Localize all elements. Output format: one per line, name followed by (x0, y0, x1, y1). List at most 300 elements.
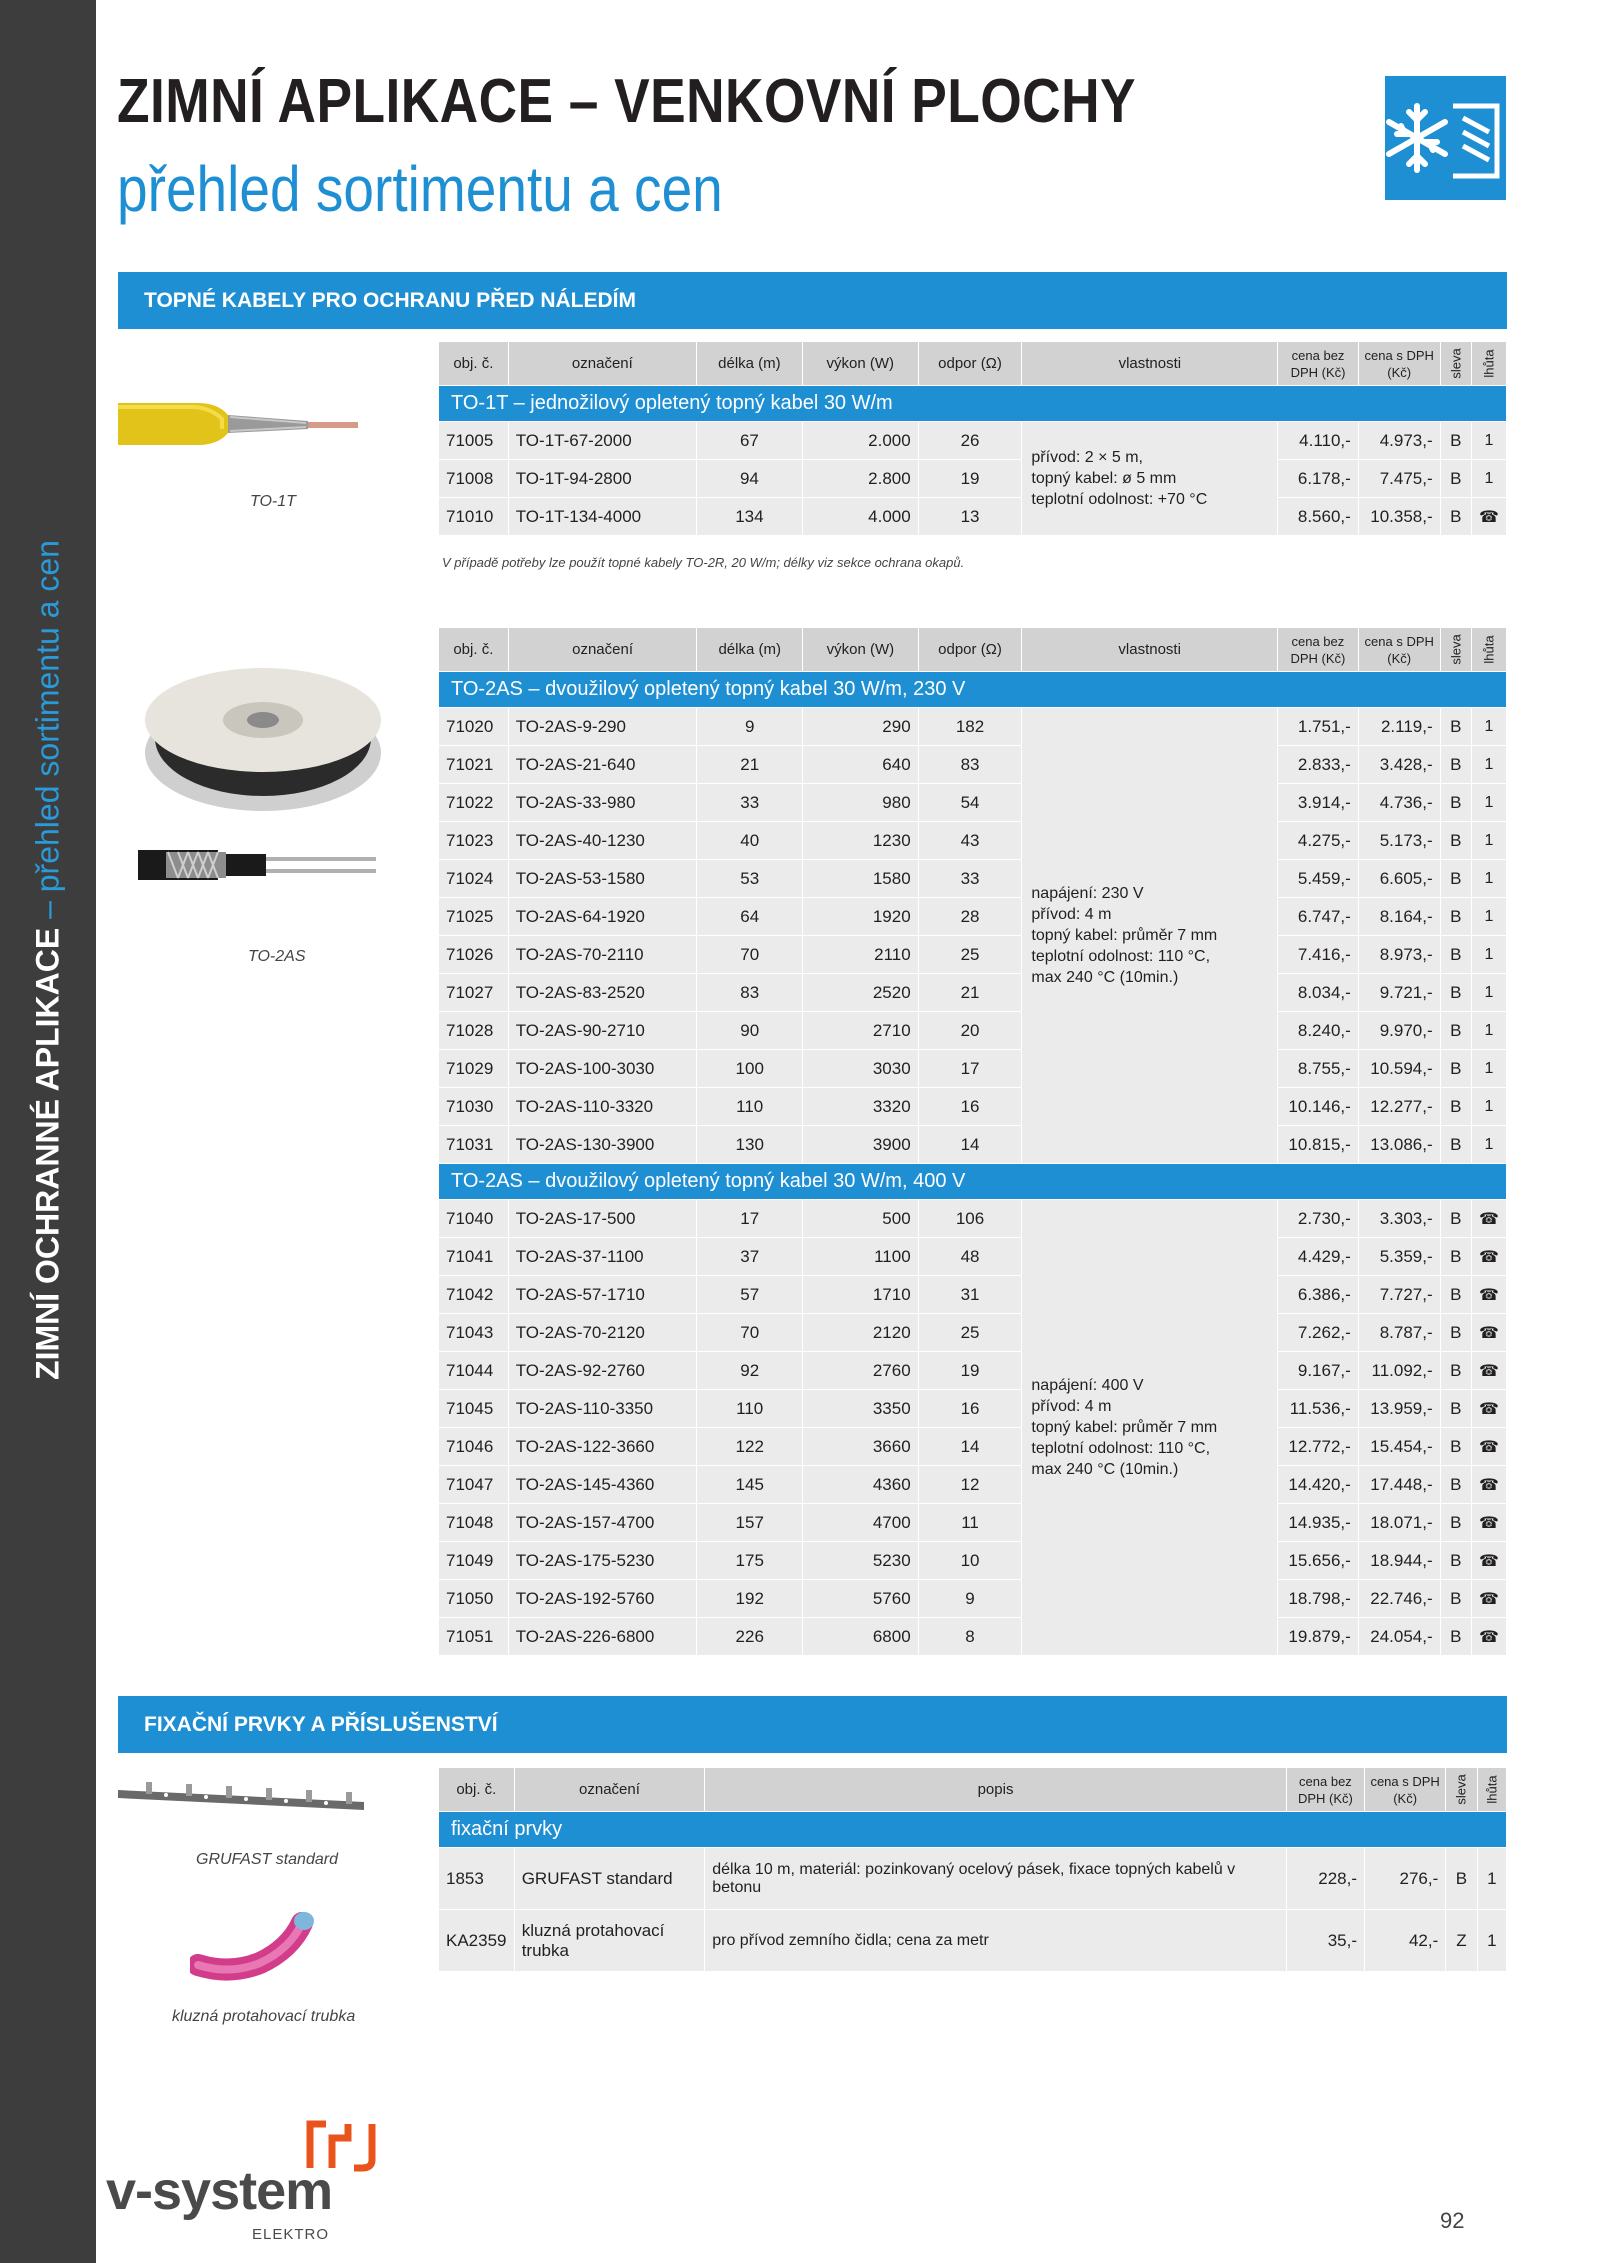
length-value: 134 (697, 498, 803, 536)
resistance-value: 106 (918, 1200, 1022, 1238)
col-header: sleva (1440, 342, 1471, 386)
price-without-vat: 8.755,- (1277, 1050, 1358, 1088)
page-number: 92 (1440, 2208, 1465, 2233)
price-with-vat: 4.973,- (1358, 422, 1440, 460)
length-value: 110 (697, 1088, 803, 1126)
delivery-term: 1 (1472, 1050, 1507, 1088)
item-number: 71030 (439, 1088, 509, 1126)
item-number: 71051 (439, 1618, 509, 1656)
length-value: 92 (697, 1352, 803, 1390)
power-value: 1230 (803, 822, 919, 860)
item-number: 71044 (439, 1352, 509, 1390)
discount-code: B (1440, 422, 1471, 460)
table-row (439, 784, 1507, 822)
item-number: 71020 (439, 708, 509, 746)
resistance-value: 43 (918, 822, 1022, 860)
length-value: 9 (697, 708, 803, 746)
item-number: 71050 (439, 1580, 509, 1618)
resistance-value: 14 (918, 1126, 1022, 1164)
length-value: 130 (697, 1126, 803, 1164)
power-value: 2.800 (802, 460, 918, 498)
resistance-value: 83 (918, 746, 1022, 784)
table-row (439, 1352, 1507, 1390)
power-value: 3900 (803, 1126, 919, 1164)
discount-code: B (1440, 1352, 1471, 1390)
properties-cell (1022, 708, 1278, 1164)
col-header: výkon (W) (802, 342, 918, 386)
price-with-vat: 42,- (1365, 1910, 1446, 1972)
item-code: TO-2AS-157-4700 (508, 1504, 697, 1542)
resistance-value: 48 (918, 1238, 1022, 1276)
item-number: 71031 (439, 1126, 509, 1164)
discount-code: B (1440, 1580, 1471, 1618)
discount-code: B (1440, 1466, 1471, 1504)
item-code: TO-2AS-57-1710 (508, 1276, 697, 1314)
table-row (439, 746, 1507, 784)
item-code: TO-2AS-92-2760 (508, 1352, 697, 1390)
item-number: 71040 (439, 1200, 509, 1238)
table-row (439, 1314, 1507, 1352)
discount-code: B (1440, 1542, 1471, 1580)
group-title: TO-1T – jednožilový opletený topný kabel 30 W/m (439, 386, 1507, 422)
discount-code: B (1440, 822, 1471, 860)
power-value: 2.000 (802, 422, 918, 460)
col-header: obj. č. (439, 1768, 515, 1812)
table-row (439, 974, 1507, 1012)
discount-code: B (1440, 1238, 1471, 1276)
item-code: TO-2AS-145-4360 (508, 1466, 697, 1504)
discount-code: B (1440, 1618, 1471, 1656)
item-code: TO-2AS-83-2520 (508, 974, 697, 1012)
item-code: TO-2AS-130-3900 (508, 1126, 697, 1164)
resistance-value: 11 (918, 1504, 1022, 1542)
property-line: přívod: 4 m (1031, 1398, 1112, 1415)
caption-sliding-tube: kluzná protahovací trubka (172, 2008, 356, 2025)
delivery-term: ☎ (1472, 498, 1507, 536)
resistance-value: 19 (918, 460, 1022, 498)
group-title: fixační prvky (439, 1812, 1507, 1848)
item-code: TO-1T-67-2000 (508, 422, 696, 460)
col-header: cena s DPH (Kč) (1358, 628, 1440, 672)
resistance-value: 16 (918, 1088, 1022, 1126)
col-header: označení (514, 1768, 705, 1812)
delivery-term: 1 (1472, 1012, 1507, 1050)
delivery-term: ☎ (1472, 1200, 1507, 1238)
brand-logo: v-system (106, 2161, 333, 2221)
to-1t-cable-image (118, 385, 368, 455)
length-value: 94 (697, 460, 803, 498)
page-subtitle: přehled sortimentu a cen (117, 153, 723, 225)
discount-code: B (1440, 784, 1471, 822)
discount-code: B (1440, 1276, 1471, 1314)
col-header: označení (508, 342, 696, 386)
price-without-vat: 14.935,- (1277, 1504, 1358, 1542)
price-without-vat: 5.459,- (1277, 860, 1358, 898)
item-code: TO-2AS-9-290 (508, 708, 697, 746)
table-row (439, 860, 1507, 898)
col-header: cena s DPH (Kč) (1365, 1768, 1446, 1812)
property-line: max 240 °C (10min.) (1031, 969, 1179, 986)
power-value: 2520 (803, 974, 919, 1012)
delivery-term: ☎ (1472, 1618, 1507, 1656)
to-2as-cable-image (138, 840, 388, 890)
caption-grufast: GRUFAST standard (196, 1851, 338, 1868)
table-row (439, 422, 1507, 460)
length-value: 100 (697, 1050, 803, 1088)
item-number: 71048 (439, 1504, 509, 1542)
delivery-term: 1 (1472, 708, 1507, 746)
price-with-vat: 13.959,- (1358, 1390, 1440, 1428)
item-code: TO-2AS-90-2710 (508, 1012, 697, 1050)
col-header: lhůta (1472, 628, 1507, 672)
table-row (439, 1126, 1507, 1164)
property-line: přívod: 4 m (1031, 906, 1112, 923)
resistance-value: 20 (918, 1012, 1022, 1050)
table-row (439, 1200, 1507, 1238)
power-value: 980 (803, 784, 919, 822)
delivery-term: ☎ (1472, 1314, 1507, 1352)
price-with-vat: 17.448,- (1358, 1466, 1440, 1504)
price-with-vat: 4.736,- (1358, 784, 1440, 822)
delivery-term: ☎ (1472, 1428, 1507, 1466)
table-row (439, 1542, 1507, 1580)
power-value: 5760 (803, 1580, 919, 1618)
col-header: odpor (Ω) (918, 628, 1022, 672)
group-title: TO-2AS – dvoužilový opletený topný kabel 30 W/m, 400 V (439, 1164, 1507, 1200)
length-value: 70 (697, 1314, 803, 1352)
resistance-value: 54 (918, 784, 1022, 822)
price-with-vat: 9.721,- (1358, 974, 1440, 1012)
item-code: TO-2AS-64-1920 (508, 898, 697, 936)
item-number: 71024 (439, 860, 509, 898)
power-value: 3320 (803, 1088, 919, 1126)
table-row (439, 1466, 1507, 1504)
discount-code: B (1440, 1314, 1471, 1352)
to-2as-spool-image (138, 658, 388, 818)
item-code: TO-1T-134-4000 (508, 498, 696, 536)
item-code: TO-2AS-175-5230 (508, 1542, 697, 1580)
price-with-vat: 8.973,- (1358, 936, 1440, 974)
item-code: TO-2AS-37-1100 (508, 1238, 697, 1276)
grufast-image (116, 1772, 366, 1822)
brand-sub: ELEKTRO (252, 2226, 330, 2243)
delivery-term: 1 (1472, 822, 1507, 860)
item-number: 1853 (439, 1848, 515, 1910)
power-value: 4.000 (802, 498, 918, 536)
col-header: odpor (Ω) (918, 342, 1022, 386)
table-row (439, 708, 1507, 746)
power-value: 5230 (803, 1542, 919, 1580)
item-number: 71029 (439, 1050, 509, 1088)
item-number: 71027 (439, 974, 509, 1012)
price-with-vat: 7.727,- (1358, 1276, 1440, 1314)
price-without-vat: 19.879,- (1277, 1618, 1358, 1656)
price-with-vat: 11.092,- (1358, 1352, 1440, 1390)
table-to-2as (438, 627, 1507, 1656)
delivery-term: ☎ (1472, 1276, 1507, 1314)
length-value: 70 (697, 936, 803, 974)
price-without-vat: 7.262,- (1277, 1314, 1358, 1352)
col-header: lhůta (1472, 342, 1507, 386)
discount-code: B (1440, 460, 1471, 498)
property-line: teplotní odolnost: 110 °C, (1031, 1440, 1211, 1457)
price-without-vat: 2.730,- (1277, 1200, 1358, 1238)
delivery-term: ☎ (1472, 1352, 1507, 1390)
table-to-1t (438, 341, 1507, 536)
price-without-vat: 18.798,- (1277, 1580, 1358, 1618)
length-value: 21 (697, 746, 803, 784)
col-header: obj. č. (439, 342, 509, 386)
length-value: 57 (697, 1276, 803, 1314)
table-row (439, 1238, 1507, 1276)
table-row (439, 822, 1507, 860)
item-number: 71047 (439, 1466, 509, 1504)
discount-code: B (1440, 1428, 1471, 1466)
delivery-term: 1 (1472, 860, 1507, 898)
item-number: 71022 (439, 784, 509, 822)
price-without-vat: 9.167,- (1277, 1352, 1358, 1390)
col-header: cena bez DPH (Kč) (1278, 342, 1359, 386)
discount-code: B (1446, 1848, 1477, 1910)
item-code: TO-2AS-226-6800 (508, 1618, 697, 1656)
length-value: 37 (697, 1238, 803, 1276)
sliding-tube-image (190, 1905, 320, 1985)
col-header: vlastnosti (1022, 342, 1278, 386)
delivery-term: ☎ (1472, 1238, 1507, 1276)
price-without-vat: 10.146,- (1277, 1088, 1358, 1126)
table-row (439, 1428, 1507, 1466)
power-value: 640 (803, 746, 919, 784)
price-without-vat: 12.772,- (1277, 1428, 1358, 1466)
price-with-vat: 5.173,- (1358, 822, 1440, 860)
price-without-vat: 14.420,- (1277, 1466, 1358, 1504)
item-number: 71041 (439, 1238, 509, 1276)
item-number: 71010 (439, 498, 509, 536)
item-name: kluzná protahovací trubka (514, 1910, 705, 1972)
resistance-value: 16 (918, 1390, 1022, 1428)
table-row (439, 1618, 1507, 1656)
property-line: teplotní odolnost: 110 °C, (1031, 948, 1211, 965)
col-header: obj. č. (439, 628, 509, 672)
item-code: TO-1T-94-2800 (508, 460, 696, 498)
col-header: cena s DPH (Kč) (1358, 342, 1440, 386)
col-header: cena bez DPH (Kč) (1286, 1768, 1364, 1812)
price-without-vat: 7.416,- (1277, 936, 1358, 974)
item-code: TO-2AS-192-5760 (508, 1580, 697, 1618)
col-header: označení (508, 628, 697, 672)
resistance-value: 33 (918, 860, 1022, 898)
item-description: délka 10 m, materiál: pozinkovaný ocelový pásek, fixace topných kabelů v betonu (705, 1848, 1287, 1910)
length-value: 53 (697, 860, 803, 898)
delivery-term: 1 (1472, 974, 1507, 1012)
col-header: popis (705, 1768, 1287, 1812)
section-title-accessories: FIXAČNÍ PRVKY A PŘÍSLUŠENSTVÍ (118, 1696, 1507, 1753)
price-without-vat: 3.914,- (1277, 784, 1358, 822)
discount-code: B (1440, 1200, 1471, 1238)
item-number: 71042 (439, 1276, 509, 1314)
price-with-vat: 18.071,- (1358, 1504, 1440, 1542)
length-value: 192 (697, 1580, 803, 1618)
item-number: 71043 (439, 1314, 509, 1352)
item-code: TO-2AS-40-1230 (508, 822, 697, 860)
resistance-value: 25 (918, 1314, 1022, 1352)
price-without-vat: 4.429,- (1277, 1238, 1358, 1276)
caption-to-1t: TO-1T (250, 493, 296, 510)
delivery-term: 1 (1472, 1126, 1507, 1164)
table-accessories (438, 1767, 1507, 1972)
table-row (439, 1910, 1507, 1972)
price-without-vat: 6.178,- (1278, 460, 1359, 498)
property-line: max 240 °C (10min.) (1031, 1461, 1179, 1478)
resistance-value: 26 (918, 422, 1022, 460)
delivery-term: 1 (1472, 936, 1507, 974)
price-with-vat: 3.303,- (1358, 1200, 1440, 1238)
resistance-value: 19 (918, 1352, 1022, 1390)
table-row (439, 936, 1507, 974)
property-line: teplotní odolnost: +70 °C (1031, 491, 1208, 508)
price-with-vat: 2.119,- (1358, 708, 1440, 746)
resistance-value: 12 (918, 1466, 1022, 1504)
power-value: 2760 (803, 1352, 919, 1390)
property-line: přívod: 2 × 5 m, (1031, 449, 1143, 466)
price-with-vat: 10.358,- (1358, 498, 1440, 536)
delivery-term: ☎ (1472, 1542, 1507, 1580)
col-header: délka (m) (697, 342, 803, 386)
property-line: topný kabel: ø 5 mm (1031, 470, 1177, 487)
snowflake-road-icon (1385, 76, 1506, 200)
caption-to-2as: TO-2AS (248, 948, 306, 965)
price-without-vat: 4.275,- (1277, 822, 1358, 860)
item-code: TO-2AS-70-2110 (508, 936, 697, 974)
power-value: 6800 (803, 1618, 919, 1656)
item-number: 71046 (439, 1428, 509, 1466)
resistance-value: 13 (918, 498, 1022, 536)
table-row (439, 898, 1507, 936)
price-without-vat: 35,- (1286, 1910, 1364, 1972)
table-row (439, 1012, 1507, 1050)
discount-code: B (1440, 1012, 1471, 1050)
col-header: sleva (1446, 1768, 1477, 1812)
price-without-vat: 10.815,- (1277, 1126, 1358, 1164)
length-value: 40 (697, 822, 803, 860)
discount-code: B (1440, 936, 1471, 974)
property-line: topný kabel: průměr 7 mm (1031, 1419, 1218, 1436)
price-with-vat: 9.970,- (1358, 1012, 1440, 1050)
item-number: 71026 (439, 936, 509, 974)
price-with-vat: 8.164,- (1358, 898, 1440, 936)
resistance-value: 25 (918, 936, 1022, 974)
resistance-value: 8 (918, 1618, 1022, 1656)
discount-code: B (1440, 1504, 1471, 1542)
col-header: lhůta (1477, 1768, 1506, 1812)
section-title-heating-cables: TOPNÉ KABELY PRO OCHRANU PŘED NÁLEDÍM (118, 272, 1507, 329)
discount-code: Z (1446, 1910, 1477, 1972)
discount-code: B (1440, 860, 1471, 898)
discount-code: B (1440, 1088, 1471, 1126)
resistance-value: 14 (918, 1428, 1022, 1466)
discount-code: B (1440, 498, 1471, 536)
resistance-value: 182 (918, 708, 1022, 746)
power-value: 290 (803, 708, 919, 746)
resistance-value: 17 (918, 1050, 1022, 1088)
length-value: 110 (697, 1390, 803, 1428)
length-value: 226 (697, 1618, 803, 1656)
price-with-vat: 7.475,- (1358, 460, 1440, 498)
delivery-term: ☎ (1472, 1466, 1507, 1504)
delivery-term: ☎ (1472, 1580, 1507, 1618)
col-header: výkon (W) (803, 628, 919, 672)
length-value: 122 (697, 1428, 803, 1466)
resistance-value: 21 (918, 974, 1022, 1012)
item-number: 71008 (439, 460, 509, 498)
property-line: napájení: 400 V (1031, 1377, 1144, 1394)
item-code: TO-2AS-110-3350 (508, 1390, 697, 1428)
power-value: 4700 (803, 1504, 919, 1542)
table-row (439, 1504, 1507, 1542)
price-with-vat: 10.594,- (1358, 1050, 1440, 1088)
item-code: TO-2AS-53-1580 (508, 860, 697, 898)
sidebar (0, 0, 96, 2263)
delivery-term: 1 (1472, 746, 1507, 784)
power-value: 4360 (803, 1466, 919, 1504)
table-row (439, 1848, 1507, 1910)
table-row (439, 1390, 1507, 1428)
item-number: 71025 (439, 898, 509, 936)
delivery-term: ☎ (1472, 1504, 1507, 1542)
item-code: TO-2AS-70-2120 (508, 1314, 697, 1352)
table-row (439, 1088, 1507, 1126)
length-value: 67 (697, 422, 803, 460)
col-header: cena bez DPH (Kč) (1277, 628, 1358, 672)
price-without-vat: 1.751,- (1277, 708, 1358, 746)
delivery-term: 1 (1472, 898, 1507, 936)
price-without-vat: 8.560,- (1278, 498, 1359, 536)
delivery-term: 1 (1472, 422, 1507, 460)
resistance-value: 10 (918, 1542, 1022, 1580)
item-code: TO-2AS-122-3660 (508, 1428, 697, 1466)
length-value: 17 (697, 1200, 803, 1238)
item-code: TO-2AS-110-3320 (508, 1088, 697, 1126)
delivery-term: ☎ (1472, 1390, 1507, 1428)
power-value: 500 (803, 1200, 919, 1238)
properties-cell (1022, 422, 1278, 536)
price-without-vat: 15.656,- (1277, 1542, 1358, 1580)
item-number: 71045 (439, 1390, 509, 1428)
properties-cell (1022, 1200, 1278, 1656)
price-without-vat: 8.240,- (1277, 1012, 1358, 1050)
power-value: 1100 (803, 1238, 919, 1276)
col-header: sleva (1440, 628, 1471, 672)
price-without-vat: 6.747,- (1277, 898, 1358, 936)
power-value: 1920 (803, 898, 919, 936)
table-row (439, 498, 1507, 536)
resistance-value: 31 (918, 1276, 1022, 1314)
price-without-vat: 228,- (1286, 1848, 1364, 1910)
price-with-vat: 22.746,- (1358, 1580, 1440, 1618)
power-value: 1710 (803, 1276, 919, 1314)
property-line: napájení: 230 V (1031, 885, 1144, 902)
price-without-vat: 2.833,- (1277, 746, 1358, 784)
delivery-term: 1 (1477, 1848, 1506, 1910)
length-value: 175 (697, 1542, 803, 1580)
delivery-term: 1 (1472, 460, 1507, 498)
item-number: KA2359 (439, 1910, 515, 1972)
item-number: 71023 (439, 822, 509, 860)
delivery-term: 1 (1477, 1910, 1506, 1972)
note: V případě potřeby lze použít topné kabely TO-2R, 20 W/m; délky viz sekce ochrana okapů. (442, 555, 965, 570)
price-with-vat: 8.787,- (1358, 1314, 1440, 1352)
length-value: 83 (697, 974, 803, 1012)
